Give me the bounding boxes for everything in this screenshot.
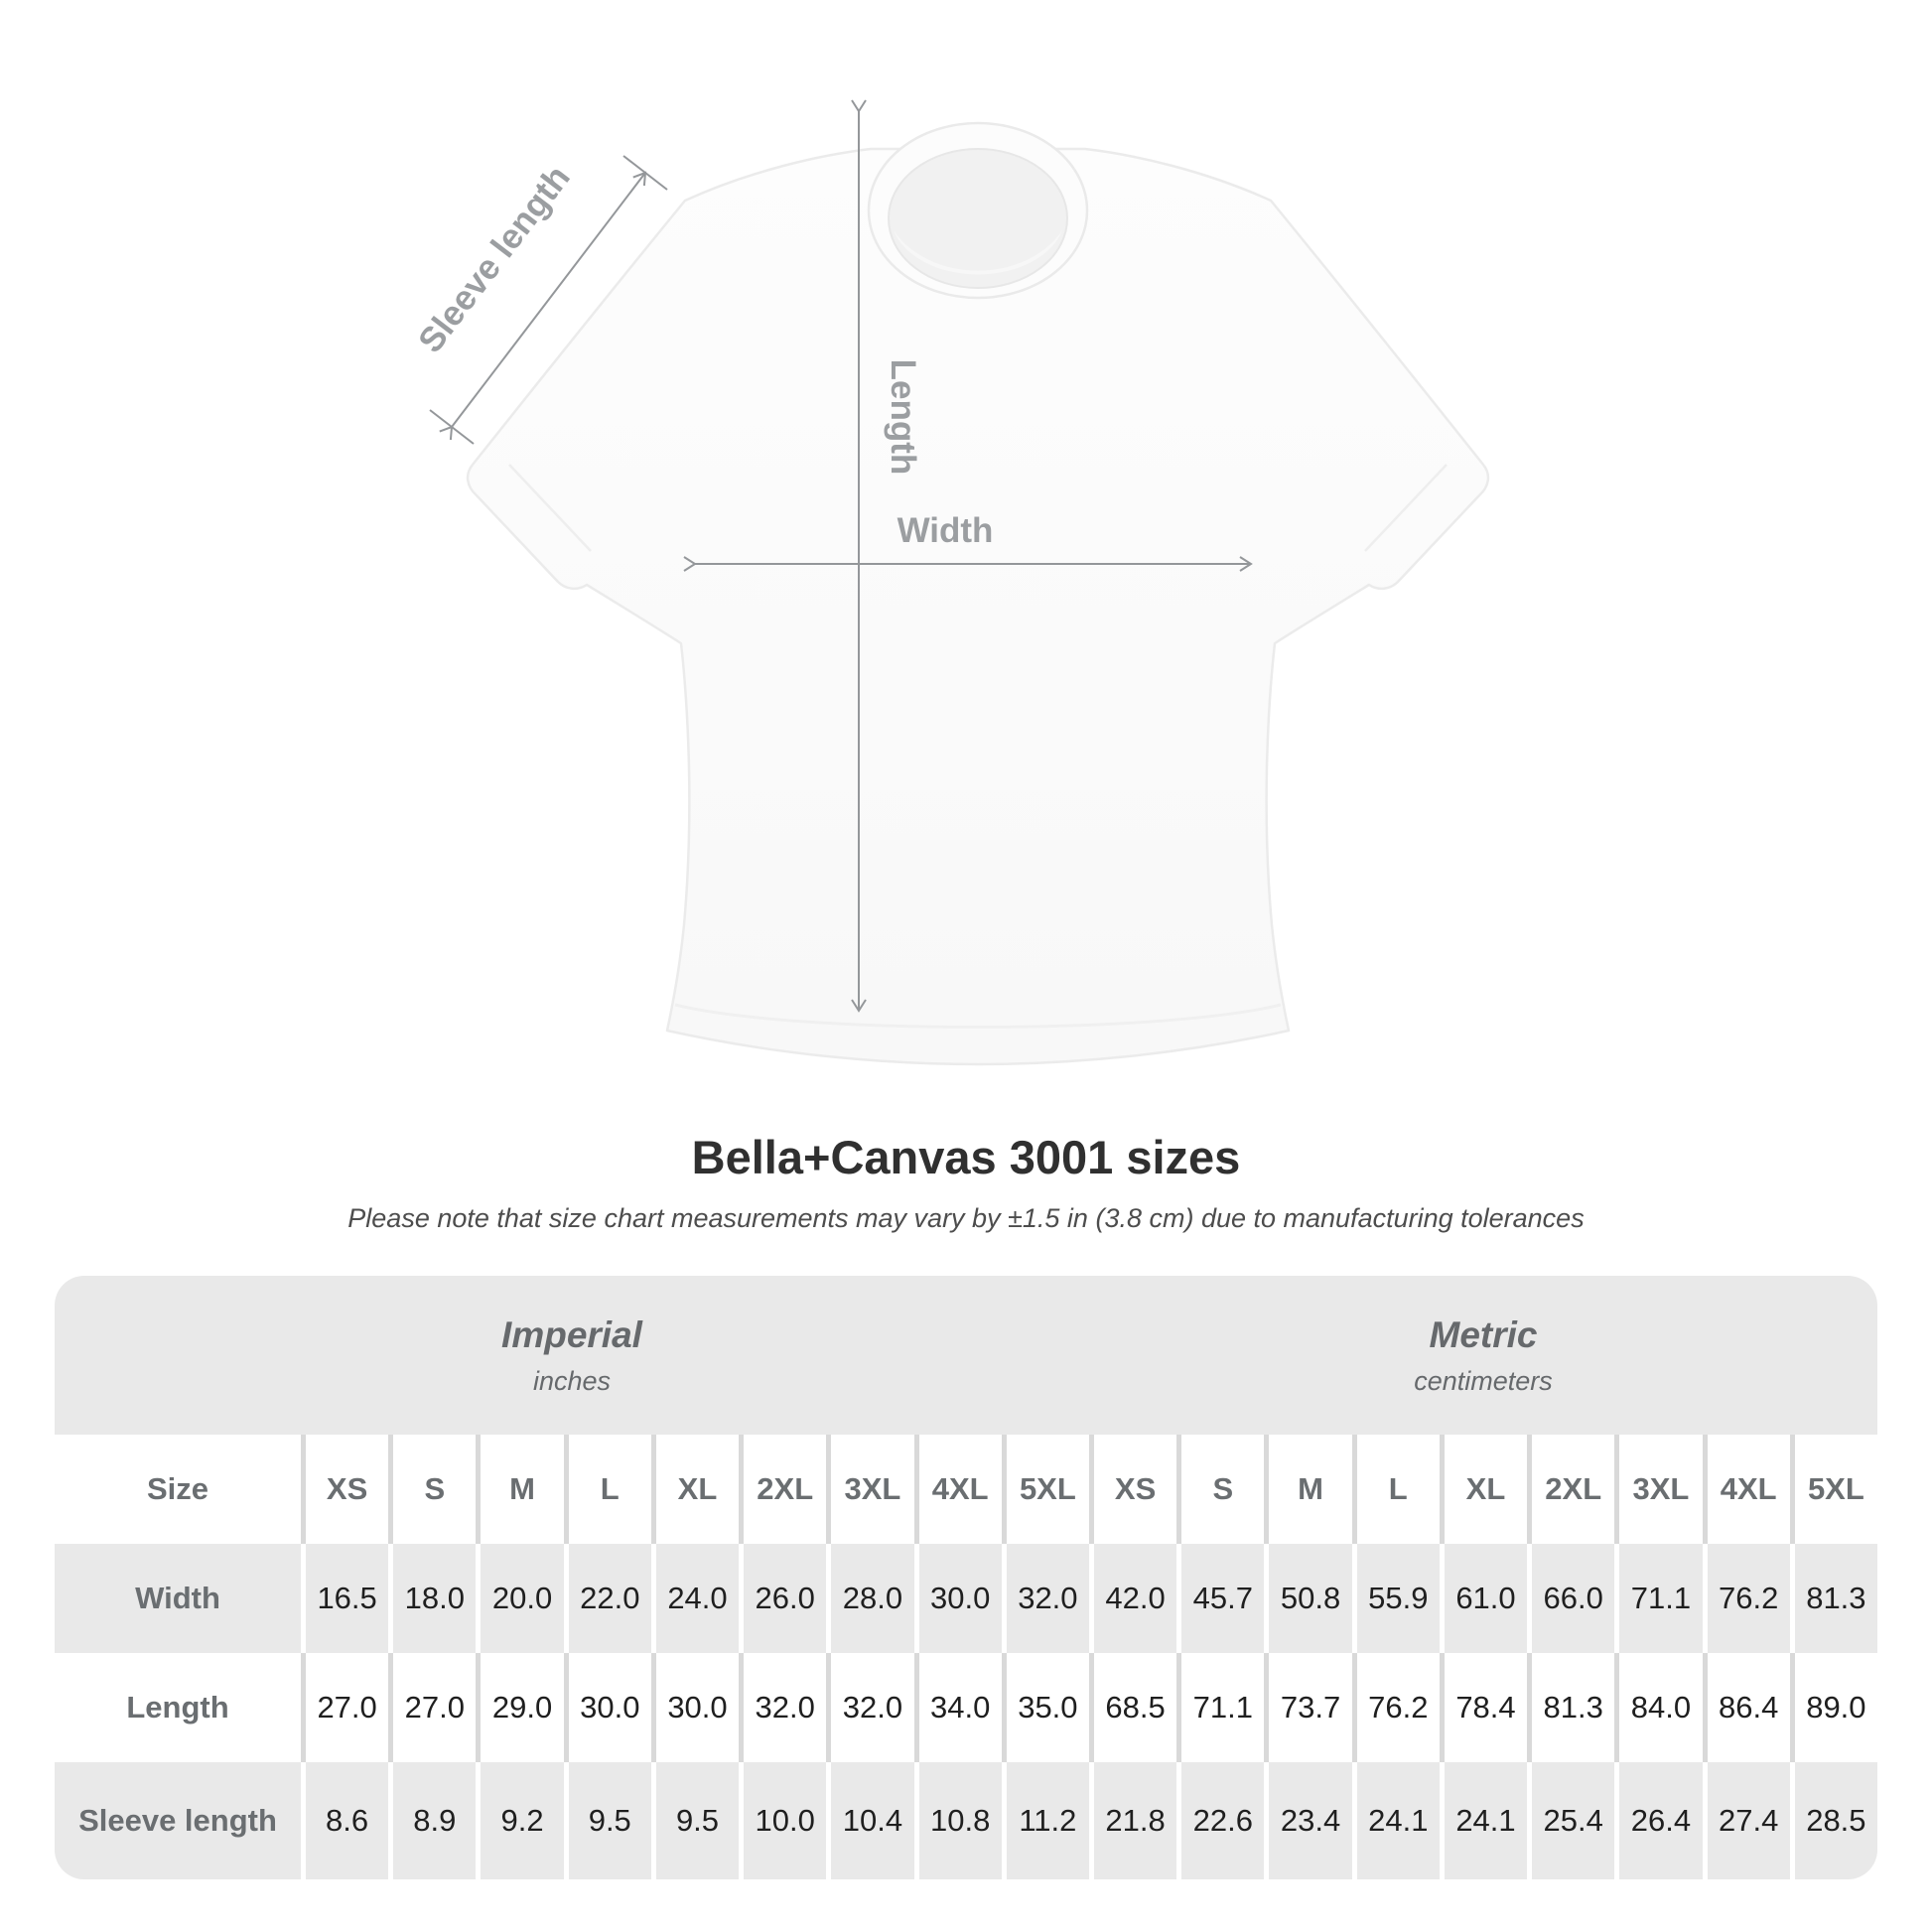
sleeve-value-cell: 9.5	[569, 1762, 651, 1879]
sleeve-value-cell: 10.0	[744, 1762, 826, 1879]
width-value-cell: 22.0	[569, 1544, 651, 1653]
size-column-header: XL	[656, 1435, 739, 1544]
width-value-cell: 32.0	[1007, 1544, 1089, 1653]
sleeve-value-cell: 26.4	[1619, 1762, 1702, 1879]
length-value-cell: 78.4	[1445, 1653, 1527, 1762]
width-label: Width	[897, 511, 994, 550]
size-header: Size	[55, 1435, 301, 1544]
width-value-cell: 55.9	[1357, 1544, 1440, 1653]
size-column-header: 2XL	[1532, 1435, 1614, 1544]
sleeve-value-cell: 28.5	[1795, 1762, 1877, 1879]
length-value-cell: 27.0	[306, 1653, 388, 1762]
sleeve-value-cell: 25.4	[1532, 1762, 1614, 1879]
length-value-cell: 73.7	[1269, 1653, 1351, 1762]
width-row	[55, 1544, 1877, 1653]
length-value-cell: 86.4	[1708, 1653, 1790, 1762]
size-column-header: XL	[1445, 1435, 1527, 1544]
size-column-header: 3XL	[831, 1435, 913, 1544]
sleeve-value-cell: 22.6	[1181, 1762, 1264, 1879]
length-value-cell: 76.2	[1357, 1653, 1440, 1762]
sleeve-value-cell: 8.6	[306, 1762, 388, 1879]
length-value-cell: 32.0	[744, 1653, 826, 1762]
length-value-cell: 34.0	[919, 1653, 1002, 1762]
length-value-cell: 35.0	[1007, 1653, 1089, 1762]
imperial-label: Imperial	[501, 1313, 642, 1355]
sleeve-value-cell: 10.8	[919, 1762, 1002, 1879]
length-row	[55, 1653, 1877, 1762]
size-column-header: 4XL	[1708, 1435, 1790, 1544]
size-column-header: S	[1181, 1435, 1264, 1544]
size-column-header: L	[569, 1435, 651, 1544]
size-column-header: 4XL	[919, 1435, 1002, 1544]
row-label: Length	[55, 1653, 301, 1762]
row-label: Width	[55, 1544, 301, 1653]
sleeve-value-cell: 9.2	[481, 1762, 563, 1879]
length-value-cell: 30.0	[656, 1653, 739, 1762]
width-value-cell: 30.0	[919, 1544, 1002, 1653]
size-column-header: 5XL	[1795, 1435, 1877, 1544]
size-column-header: M	[1269, 1435, 1351, 1544]
size-table	[55, 1276, 1877, 1879]
page-title: Bella+Canvas 3001 sizes	[691, 1131, 1241, 1183]
size-column-header: M	[481, 1435, 563, 1544]
length-value-cell: 30.0	[569, 1653, 651, 1762]
length-value-cell: 29.0	[481, 1653, 563, 1762]
width-value-cell: 26.0	[744, 1544, 826, 1653]
collar-inner	[889, 149, 1067, 288]
length-value-cell: 32.0	[831, 1653, 913, 1762]
metric-unit: centimeters	[1414, 1365, 1553, 1396]
size-header-row	[55, 1435, 1877, 1544]
sleeve-value-cell: 24.1	[1357, 1762, 1440, 1879]
width-value-cell: 18.0	[393, 1544, 476, 1653]
sleeve-value-cell: 8.9	[393, 1762, 476, 1879]
width-value-cell: 71.1	[1619, 1544, 1702, 1653]
sleeve-length-row	[55, 1762, 1877, 1879]
width-value-cell: 28.0	[831, 1544, 913, 1653]
size-column-header: S	[393, 1435, 476, 1544]
length-value-cell: 89.0	[1795, 1653, 1877, 1762]
size-column-header: XS	[1094, 1435, 1176, 1544]
length-value-cell: 81.3	[1532, 1653, 1614, 1762]
metric-group-header	[1089, 1276, 1877, 1435]
unit-band	[55, 1276, 1877, 1435]
imperial-group-header	[55, 1276, 1089, 1435]
width-value-cell: 81.3	[1795, 1544, 1877, 1653]
size-column-header: L	[1357, 1435, 1440, 1544]
sleeve-value-cell: 11.2	[1007, 1762, 1089, 1879]
width-value-cell: 42.0	[1094, 1544, 1176, 1653]
length-label: Length	[884, 358, 922, 476]
sleeve-value-cell: 21.8	[1094, 1762, 1176, 1879]
tshirt-graphic	[468, 123, 1488, 1064]
size-column-header: 3XL	[1619, 1435, 1702, 1544]
width-value-cell: 50.8	[1269, 1544, 1351, 1653]
tolerance-note: Please note that size chart measurements may vary by ±1.5 in (3.8 cm) due to manufacturing tolerances	[347, 1203, 1585, 1233]
width-value-cell: 76.2	[1708, 1544, 1790, 1653]
size-column-header: 2XL	[744, 1435, 826, 1544]
size-column-header: XS	[306, 1435, 388, 1544]
length-value-cell: 68.5	[1094, 1653, 1176, 1762]
length-value-cell: 84.0	[1619, 1653, 1702, 1762]
sleeve-value-cell: 27.4	[1708, 1762, 1790, 1879]
sleeve-value-cell: 24.1	[1445, 1762, 1527, 1879]
width-value-cell: 66.0	[1532, 1544, 1614, 1653]
length-value-cell: 71.1	[1181, 1653, 1264, 1762]
width-value-cell: 24.0	[656, 1544, 739, 1653]
width-value-cell: 16.5	[306, 1544, 388, 1653]
imperial-unit: inches	[532, 1365, 612, 1396]
sleeve-value-cell: 10.4	[831, 1762, 913, 1879]
sleeve-value-cell: 23.4	[1269, 1762, 1351, 1879]
length-value-cell: 27.0	[393, 1653, 476, 1762]
width-value-cell: 20.0	[481, 1544, 563, 1653]
size-column-header: 5XL	[1007, 1435, 1089, 1544]
sleeve-length-label: Sleeve length	[410, 158, 578, 360]
width-value-cell: 45.7	[1181, 1544, 1264, 1653]
metric-label: Metric	[1429, 1313, 1538, 1355]
sleeve-value-cell: 9.5	[656, 1762, 739, 1879]
width-value-cell: 61.0	[1445, 1544, 1527, 1653]
row-label: Sleeve length	[55, 1762, 301, 1879]
